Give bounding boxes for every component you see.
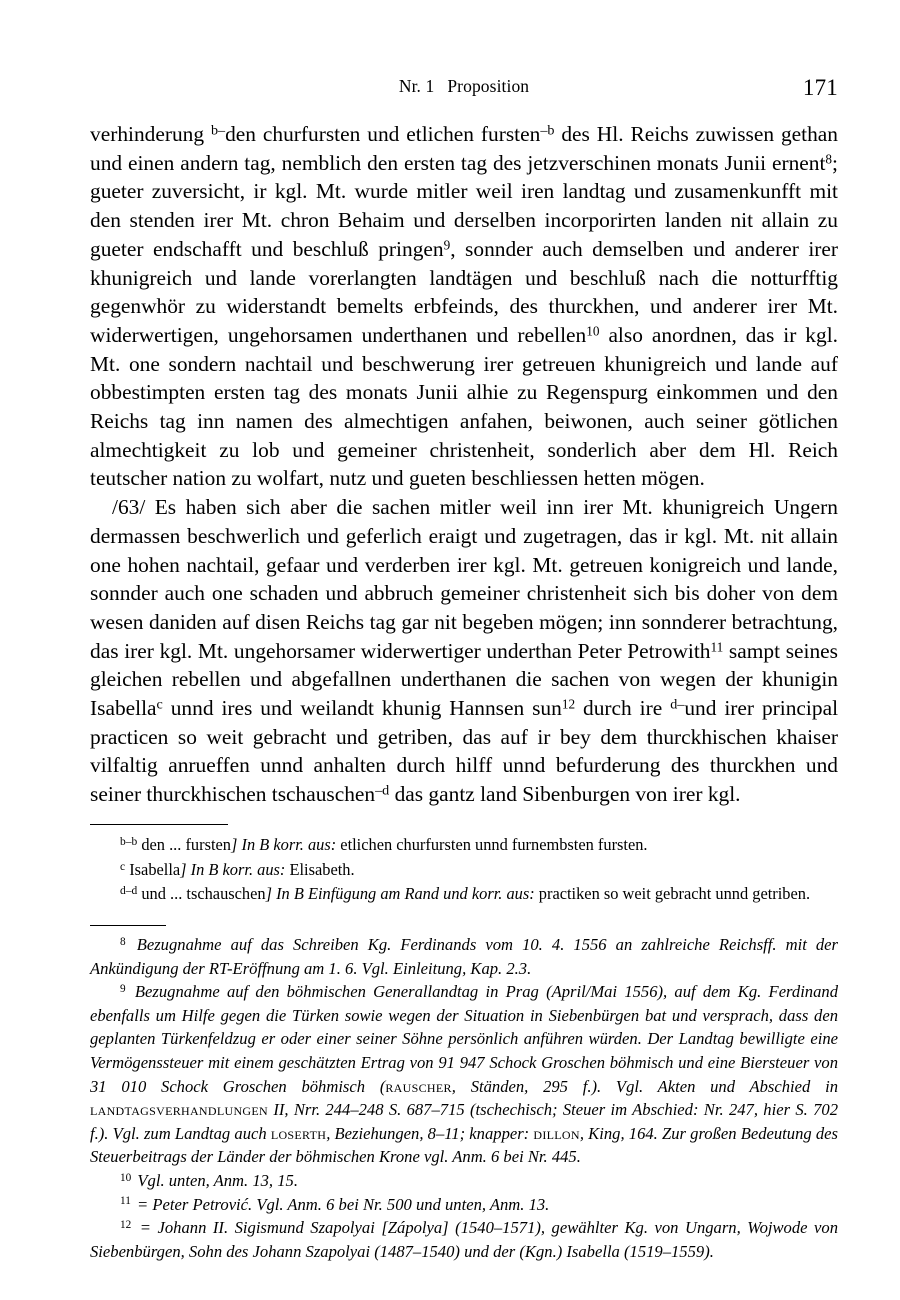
apparatus-sigil: d–d bbox=[120, 885, 138, 898]
variant-sigil: c bbox=[156, 696, 163, 713]
variant-sigil: b– bbox=[210, 122, 226, 139]
footnote-entry bbox=[90, 1216, 838, 1263]
smallcaps-name: loserth bbox=[270, 1123, 327, 1143]
apparatus-lemma: den ... fursten bbox=[141, 835, 231, 854]
footnote-entry bbox=[90, 980, 838, 1169]
running-head-title-group bbox=[90, 75, 838, 100]
apparatus-lemma: Isabella bbox=[129, 859, 181, 879]
apparatus-entry bbox=[90, 833, 838, 858]
running-head-number: Nr. 1 bbox=[398, 76, 435, 96]
page-number: 171 bbox=[802, 75, 838, 100]
footnote-number: 8 bbox=[120, 935, 126, 948]
footnote-entry bbox=[90, 1193, 838, 1217]
footnote-entries bbox=[90, 933, 838, 1263]
apparatus-bracket: ] bbox=[265, 884, 272, 903]
apparatus-entries bbox=[90, 833, 838, 907]
footnote-text: = Peter Petrović. Vgl. Anm. 6 bei Nr. 500 und unten, Anm. 13. bbox=[137, 1194, 550, 1214]
footnote-text: = Johann II. Sigismund Szapolyai [Zápolya] (1540–1571), gewählter Kg. von Ungarn, Wojwode von Siebenbürgen, Sohn des Johann Szapolyai (1487–1540) und der (Kgn.) Isabella (1519–1559). bbox=[90, 1218, 838, 1261]
apparatus-bracket: ] bbox=[230, 835, 238, 854]
body-text bbox=[90, 120, 838, 809]
apparatus-entry bbox=[90, 858, 838, 883]
apparatus-rule bbox=[90, 824, 228, 825]
apparatus-source-note: In B korr. aus: bbox=[241, 835, 337, 854]
footnote-number: 9 bbox=[120, 983, 126, 996]
apparatus-sigil: c bbox=[120, 860, 126, 873]
variant-sigil: –d bbox=[375, 782, 390, 799]
footnote-ref[interactable]: 10 bbox=[586, 323, 600, 339]
footnote-ref[interactable]: 8 bbox=[825, 151, 833, 167]
footnote-number: 11 bbox=[120, 1195, 131, 1208]
footnote-ref[interactable]: 11 bbox=[710, 639, 724, 655]
smallcaps-name: dillon bbox=[533, 1123, 580, 1143]
variant-sigil: –b bbox=[540, 122, 555, 139]
apparatus-bracket: ] bbox=[180, 859, 187, 879]
apparatus-source-note: In B Einfügung am Rand und korr. aus: bbox=[276, 884, 535, 903]
footnote-entry bbox=[90, 933, 838, 980]
apparatus-reading: etlichen churfursten unnd furnembsten fursten. bbox=[340, 835, 648, 854]
apparatus-lemma: und ... tschauschen bbox=[141, 884, 266, 903]
apparatus-sigil: b–b bbox=[120, 836, 138, 849]
footnote-text: Bezugnahme auf das Schreiben Kg. Ferdinands vom 10. 4. 1556 an zahlreiche Reichsff. mit der Ankündigung der RT-Eröffnung am 1. 6. Vgl. Einleitung, Kap. 2.3. bbox=[90, 935, 838, 978]
footnote-ref[interactable]: 12 bbox=[561, 696, 576, 712]
variant-apparatus bbox=[90, 824, 838, 907]
footnote-block bbox=[90, 925, 838, 1263]
footnote-text: Bezugnahme auf den böhmischen Generallandtag in Prag (April/Mai 1556), auf dem Kg. Ferdinand ebenfalls um Hilfe gegen die Türken sowie wegen der Situation in Siebenbürgen bat und versprach, dass den geplanten Türkenfeldzug er oder einer seiner Söhne persönlich anführen würden. Der Landtag bewilligte eine Vermögenssteuer mit einem geschätzten Ertrag von 91 947 Schock Groschen böhmisch und eine Biersteuer von 31 010 Schock Groschen böhmisch (rauscher, Ständen, 295 f.). Vgl. Akten und Abschied in landtagsverhandlungen II, Nrr. 244–248 S. 687–715 (tschechisch; Steuer im Abschied: Nr. 247, hier S. 702 f.). Vgl. zum Landtag auch loserth, Beziehungen, 8–11; knapper: dillon, King, 164. Zur großen Bedeutung des Steuerbeitrags der Länder der böhmischen Krone vgl. Anm. 6 bei Nr. 445. bbox=[90, 982, 838, 1167]
apparatus-entry bbox=[90, 882, 838, 907]
running-head-title: Proposition bbox=[447, 76, 530, 96]
footnote-ref[interactable]: 9 bbox=[443, 237, 451, 253]
running-head bbox=[90, 76, 838, 102]
footnote-number: 10 bbox=[120, 1171, 132, 1184]
variant-sigil: d– bbox=[670, 696, 685, 713]
footnote-text: Vgl. unten, Anm. 13, 15. bbox=[137, 1170, 298, 1190]
smallcaps-name: landtagsverhandlungen bbox=[90, 1100, 268, 1120]
body-paragraph-2: /63/ Es haben sich aber die sachen mitler weil inn irer Mt. khunigreich Ungern dermassen beschwerlich und geferlich eraigt und zugetragen, das ir kgl. Mt. nit allain one hohen nachtail, gefaar und verderben irer kgl. Mt. getreuen konigreich und lande, sonnder auch one schaden und abbruch gemeiner christenheit sich bis doher von dem wesen daniden auf disen Reichs tag gar nit begeben mögen; inn sonnderer betrachtung, das irer kgl. Mt. ungehorsamer widerwertiger underthan Peter Petrowith$^{11}$ sampt seines gleichen rebellen und abgefallnen underthanen die sachen von wegen der khunigin Isabella$^c$ unnd ires und weilandt khunig Hannsen sun$^{12}$ durch ire $^{d-}$und irer principal practicen so weit gebracht und getriben, das auf ir bey dem thurckhischen khaiser vilfaltig anrueffen unnd anhalten durch hilff unnd befurderung des thurckhen und seiner thurckhischen tschauschen$^{-d}$ das gantz land Sibenburgen von irer kgl. bbox=[90, 495, 839, 807]
apparatus-reading: practiken so weit gebracht unnd getriben. bbox=[538, 884, 811, 903]
body-paragraph-1: verhinderung $^{b-}$den churfursten und etlichen fursten$^{-b}$ des Hl. Reichs zuwissen gethan und einen andern tag, nemblich den ersten tag des jetzverschinen monats Junii ernent$^8$; gueter zuversicht, ir kgl. Mt. wurde mitler weil iren landtag und zusamenkunfft mit den stenden irer Mt. chron Behaim und derselben incorporirten landen nit allain zu gueter endschafft und beschluß pringen$^9$, sonnder auch demselben und anderer irer khunigreich und lande vorerlangten landtägen und beschluß nach die notturfftig gegenwhör zu widerstandt bemelts erbfeinds, des thurckhen, und anderer irer Mt. widerwertigen, ungehorsamen underthanen und rebellen$^{10}$ also anordnen, das ir kgl. Mt. one sondern nachtail und beschwerung irer getreuen khunigreich und lande auf obbestimpten ersten tag des monats Junii alhie zu Regenspurg einkommen und den Reichs tag inn namen des almechtigen anfahen, beiwonen, auch seiner götlichen almechtigkeit zu lob und gemeiner christenheit, sonderlich aber dem Hl. Reich teutscher nation zu wolfart, nutz und gueten beschliessen hetten mögen. bbox=[90, 122, 838, 491]
footnote-entry bbox=[90, 1169, 838, 1193]
footnote-rule bbox=[90, 925, 166, 926]
smallcaps-name: rauscher bbox=[385, 1076, 452, 1096]
footnote-number: 12 bbox=[120, 1219, 132, 1232]
apparatus-source-note: In B korr. aus: bbox=[190, 859, 286, 879]
apparatus-reading: Elisabeth. bbox=[289, 859, 355, 879]
